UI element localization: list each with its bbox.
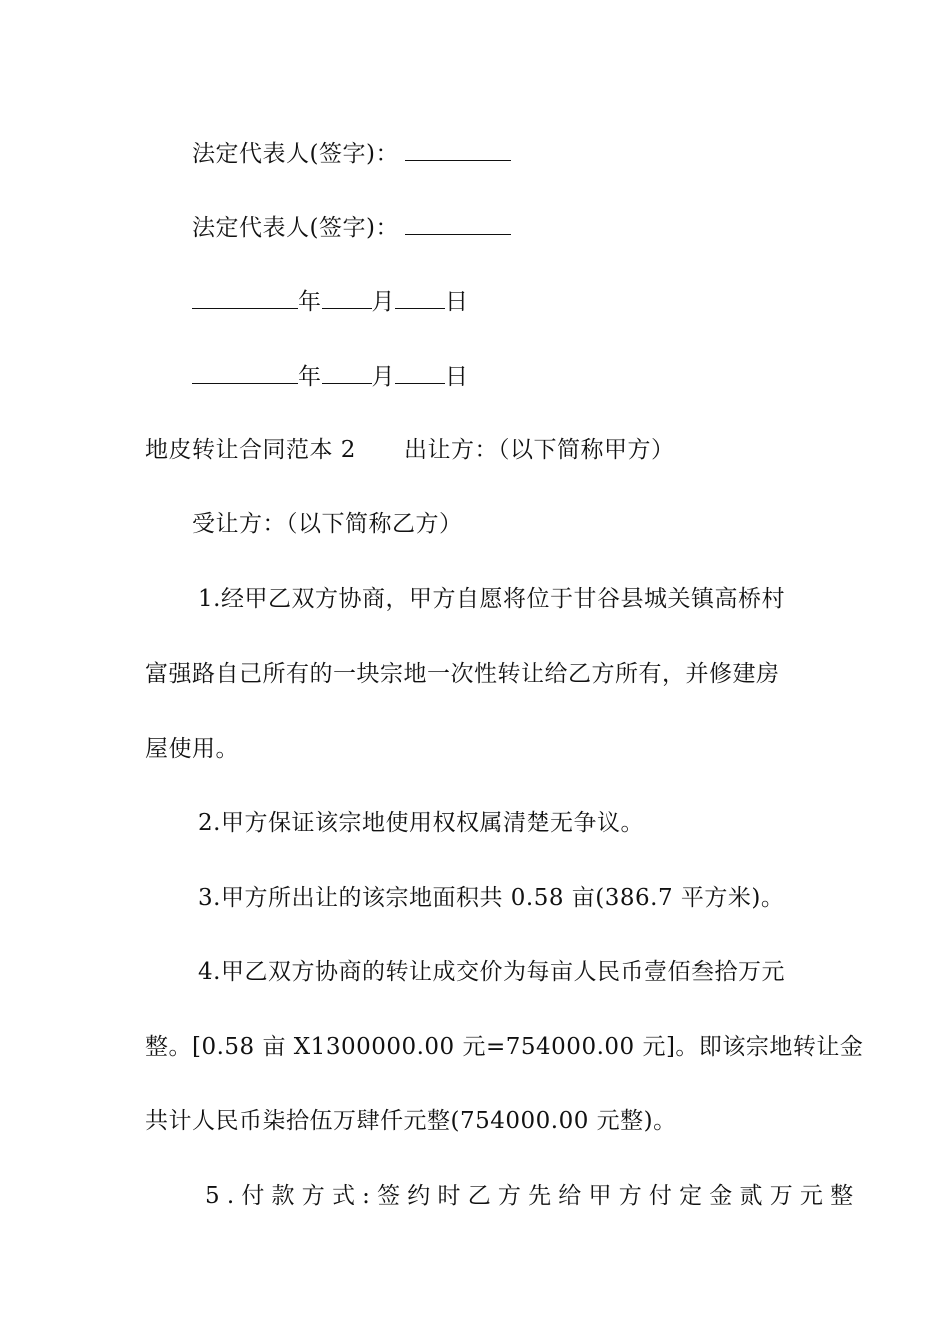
day-blank-1 — [395, 286, 445, 309]
clause-2: 2.甲方保证该宗地使用权权属清楚无争议。 — [198, 810, 644, 836]
day-label-1: 日 — [445, 289, 469, 315]
date-line-2 — [192, 361, 469, 392]
clause-1-line-2: 富强路自己所有的一块宗地一次性转让给乙方所有，并修建房 — [145, 661, 780, 687]
clause-4-line-3: 共计人民币柒拾伍万肆仟元整(754000.00 元整)。 — [145, 1108, 677, 1134]
month-blank-1 — [322, 286, 372, 309]
signature-line-1 — [192, 138, 511, 169]
month-label-1: 月 — [371, 289, 395, 315]
date-line-1 — [192, 286, 469, 317]
signature-line-2 — [192, 212, 511, 243]
contract-title: 地皮转让合同范本 2 — [145, 437, 356, 463]
transferee-line — [192, 509, 463, 539]
year-blank-2 — [192, 361, 298, 384]
month-blank-2 — [322, 361, 372, 384]
day-blank-2 — [395, 361, 445, 384]
month-label-2: 月 — [371, 364, 395, 390]
transferor-label: 出让方：（以下简称甲方） — [403, 437, 675, 463]
year-label-1: 年 — [298, 289, 322, 315]
signature-blank-2 — [405, 212, 511, 235]
clause-4-line-2: 整。[0.58 亩 X1300000.00 元=754000.00 元]。即该宗地转让金 — [145, 1034, 864, 1060]
clause-1-line-3: 屋使用。 — [145, 736, 239, 762]
clause-5-line-1: 5.付款方式:签约时乙方先给甲方付定金贰万元整 — [205, 1183, 861, 1209]
signature-label-2: 法定代表人(签字)： — [192, 215, 399, 241]
day-label-2: 日 — [445, 364, 469, 390]
contract-title-line — [145, 435, 674, 465]
clause-1-line-1: 1.经甲乙双方协商，甲方自愿将位于甘谷县城关镇高桥村 — [198, 586, 785, 612]
clause-4-line-1: 4.甲乙双方协商的转让成交价为每亩人民币壹佰叁拾万元 — [198, 959, 785, 985]
signature-blank-1 — [405, 138, 511, 161]
transferee-label: 受让方：（以下简称乙方） — [192, 511, 463, 537]
clause-3: 3.甲方所出让的该宗地面积共 0.58 亩(386.7 平方米)。 — [198, 885, 785, 911]
year-label-2: 年 — [298, 364, 322, 390]
year-blank-1 — [192, 286, 298, 309]
signature-label-1: 法定代表人(签字)： — [192, 141, 399, 167]
